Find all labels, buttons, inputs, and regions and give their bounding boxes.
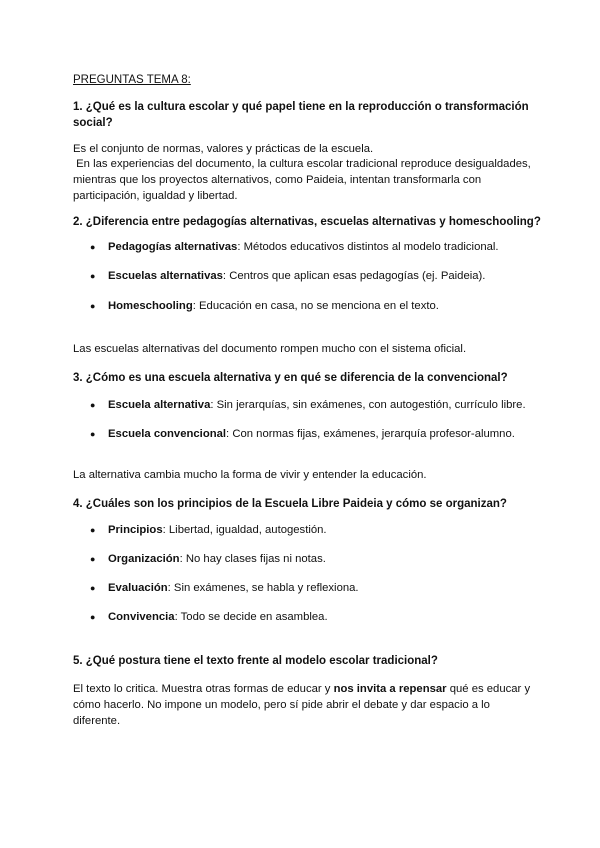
bullet-icon: ●	[90, 429, 96, 439]
answer-3-conclusion: La alternativa cambia mucho la forma de vivir y entender la educación.	[73, 469, 427, 481]
bullet-icon: ●	[90, 583, 96, 593]
list-item	[90, 522, 530, 538]
question-5: 5. ¿Qué postura tiene el texto frente al modelo escolar tradicional?	[73, 655, 438, 667]
bullet-icon: ●	[90, 301, 96, 311]
list-item	[90, 239, 530, 255]
answer-2-conclusion: Las escuelas alternativas del documento rompen mucho con el sistema oficial.	[73, 343, 467, 355]
question-2: 2. ¿Diferencia entre pedagogías alternativas, escuelas alternativas y homeschooling?	[73, 216, 541, 228]
list-item-text: : No hay clases fijas ni notas.	[179, 553, 326, 565]
question-1: 1. ¿Qué es la cultura escolar y qué papel tiene en la reproducción o transformación social?	[73, 101, 529, 129]
bullet-icon: ●	[90, 525, 96, 535]
list-item-term: Escuelas alternativas	[108, 270, 223, 282]
answer-5	[73, 681, 535, 729]
list-item-term: Evaluación	[108, 582, 168, 594]
list-item-term: Escuela alternativa	[108, 399, 211, 411]
list-item-term: Convivencia	[108, 611, 175, 623]
list-item	[90, 580, 530, 596]
document-title: PREGUNTAS TEMA 8:	[73, 74, 191, 86]
list-item-text: : Educación en casa, no se menciona en el texto.	[192, 300, 439, 312]
list-item-text: : Libertad, igualdad, autogestión.	[162, 524, 327, 536]
list-item-text: : Sin exámenes, se habla y reflexiona.	[167, 582, 359, 594]
answer-1-line-2: En las experiencias del documento, la cultura escolar tradicional reproduce desigualdades, mientras que los proyectos alternativos, como Paideia, intentan transformarla con participación, igualdad y libertad.	[73, 158, 534, 202]
answer-5-part-2: qué es educar y cómo hacerlo. No impone un modelo, pero sí pide abrir el debate y dar espacio a lo diferente.	[73, 683, 531, 727]
bullet-icon: ●	[90, 554, 96, 564]
list-item-term: Principios	[108, 524, 163, 536]
list-item-text: : Métodos educativos distintos al modelo tradicional.	[237, 241, 499, 253]
list-item	[90, 426, 530, 442]
question-4: 4. ¿Cuáles son los principios de la Escuela Libre Paideia y cómo se organizan?	[73, 498, 507, 510]
answer-5-emphasis: nos invita a repensar	[333, 683, 447, 695]
question-3: 3. ¿Cómo es una escuela alternativa y en qué se diferencia de la convencional?	[73, 372, 508, 384]
list-item	[90, 609, 530, 625]
list-item-term: Homeschooling	[108, 300, 193, 312]
answer-5-part-1: El texto lo critica. Muestra otras formas de educar y	[73, 683, 334, 695]
list-item-term: Pedagogías alternativas	[108, 241, 238, 253]
list-item-text: : Centros que aplican esas pedagogías (ej. Paideia).	[222, 270, 486, 282]
list-item	[90, 298, 530, 314]
list-item	[90, 551, 530, 567]
list-item-text: : Sin jerarquías, sin exámenes, con autogestión, currículo libre.	[210, 399, 526, 411]
list-item-text: : Con normas fijas, exámenes, jerarquía profesor-alumno.	[226, 428, 515, 440]
list-item	[90, 397, 530, 413]
list-item	[90, 268, 530, 284]
list-item-term: Escuela convencional	[108, 428, 227, 440]
bullet-icon: ●	[90, 242, 96, 252]
list-item-text: : Todo se decide en asamblea.	[174, 611, 328, 623]
bullet-icon: ●	[90, 400, 96, 410]
bullet-icon: ●	[90, 271, 96, 281]
answer-1-line-1: Es el conjunto de normas, valores y prácticas de la escuela.	[73, 143, 374, 155]
bullet-icon: ●	[90, 612, 96, 622]
list-item-term: Organización	[108, 553, 180, 565]
